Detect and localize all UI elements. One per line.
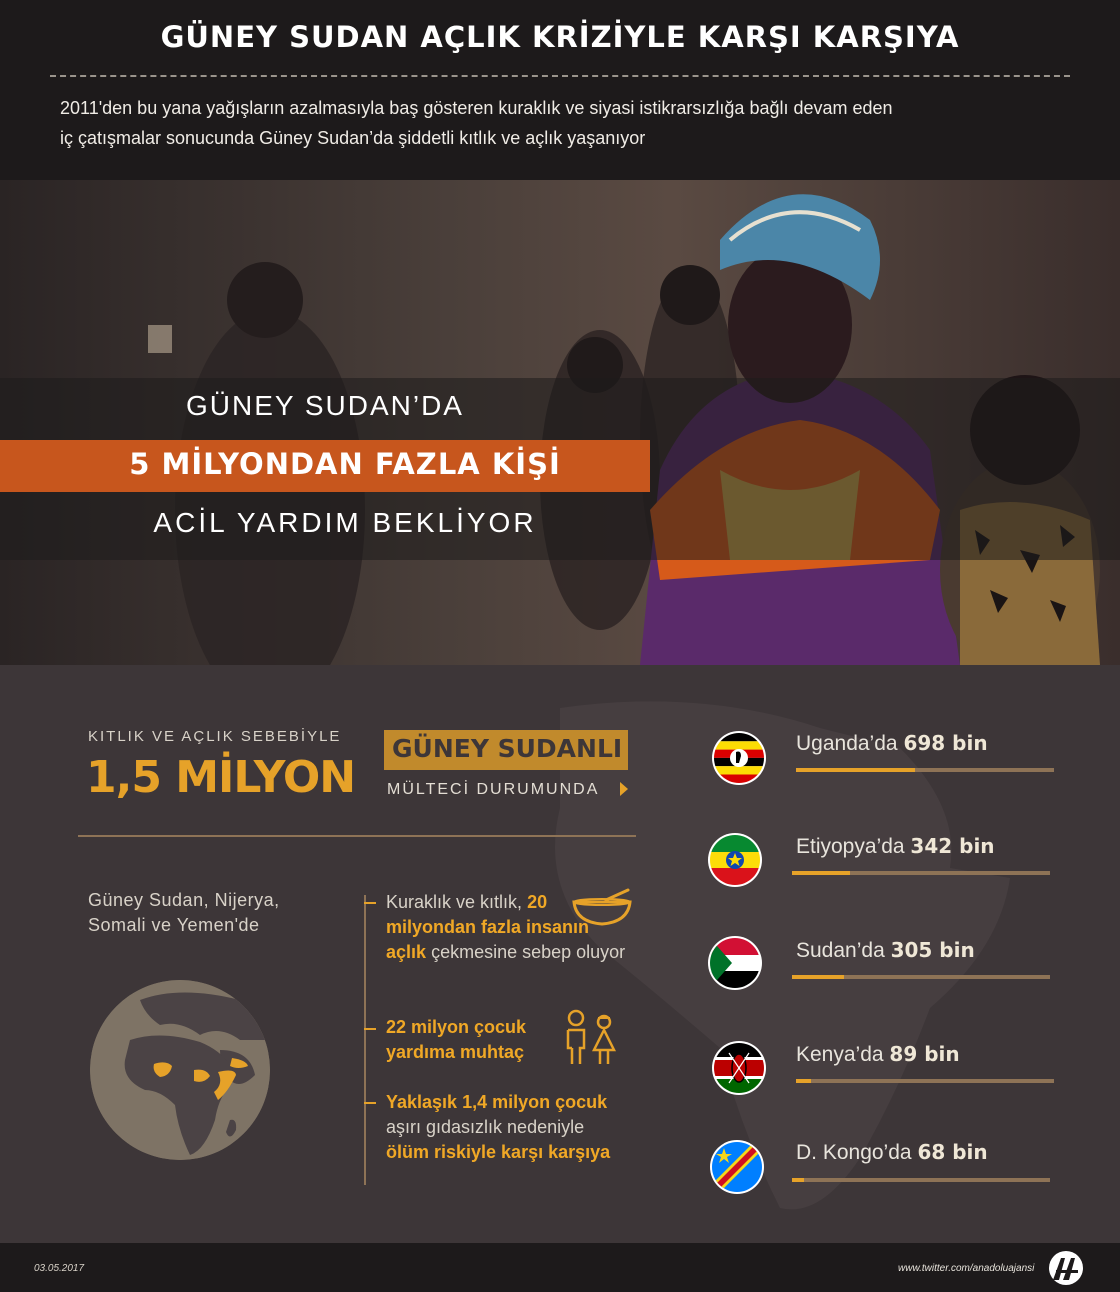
- anadolu-agency-logo: [1048, 1250, 1084, 1286]
- country-uganda: [796, 731, 988, 756]
- country-name: Kenya’da: [796, 1043, 884, 1066]
- country-bar: [792, 1178, 1050, 1182]
- country-bar: [792, 975, 1050, 979]
- dr-congo-flag-icon: [712, 1142, 762, 1192]
- page-title: GÜNEY SUDAN AÇLIK KRİZİYLE KARŞI KARŞIYA: [160, 20, 960, 54]
- country-bar: [796, 768, 1054, 772]
- empty-bowl-icon: [570, 888, 634, 933]
- publish-date: 03.05.2017: [34, 1263, 85, 1274]
- affected-countries-caption: [88, 888, 328, 938]
- country-bar: [792, 871, 1050, 875]
- fact-death-risk-mid: aşırı gıdasızlık nedeniyle: [386, 1117, 585, 1137]
- country-value: 698 bin: [903, 731, 988, 755]
- country-value: 89 bin: [889, 1042, 960, 1066]
- globe-icon: [90, 980, 270, 1160]
- country-name: Sudan’da: [796, 939, 885, 962]
- country-value: 342 bin: [910, 834, 995, 858]
- refugee-total: 1,5 MİLYON: [86, 752, 356, 803]
- fact-tick: [364, 1102, 376, 1104]
- arrow-right-icon: [620, 782, 628, 796]
- refugee-label: GÜNEY SUDANLI: [392, 734, 623, 763]
- country-sudan: [796, 938, 975, 963]
- headline-line-3: ACİL YARDIM BEKLİYOR: [153, 507, 537, 538]
- globe-map: [90, 980, 270, 1160]
- facts-timeline: [364, 895, 366, 1185]
- fact-tick: [364, 1028, 376, 1030]
- ethiopia-flag-icon: [710, 835, 760, 885]
- country-name: Uganda’da: [796, 732, 898, 755]
- country-ethiopia: [796, 834, 995, 859]
- country-bar-fill: [796, 768, 915, 772]
- kenya-flag-icon: [714, 1043, 764, 1093]
- country-bar-fill: [792, 1178, 804, 1182]
- country-bar-fill: [792, 975, 844, 979]
- country-name: D. Kongo’da: [796, 1141, 912, 1164]
- fact-hunger-post: çekmesine sebep oluyor: [431, 942, 626, 962]
- intro-line-1: 2011'den bu yana yağışların azalmasıyla baş gösteren kuraklık ve siyasi istikrarsızlığa bağlı devam eden: [60, 98, 893, 118]
- intro-text: [60, 93, 1060, 153]
- refugee-sub-label: MÜLTECİ DURUMUNDA: [387, 781, 600, 798]
- country-kenya: [796, 1042, 960, 1067]
- country-name: Etiyopya’da: [796, 835, 905, 858]
- country-bar: [796, 1079, 1054, 1083]
- affected-countries-line-1: Güney Sudan, Nijerya,: [88, 890, 280, 910]
- country-bar-fill: [796, 1079, 811, 1083]
- country-bar-fill: [792, 871, 850, 875]
- refugee-caption: KITLIK VE AÇLIK SEBEBİYLE: [88, 728, 342, 745]
- headline-line-1: GÜNEY SUDAN’DA: [186, 390, 464, 421]
- fact-death-risk-highlight-2: ölüm riskiyle karşı karşıya: [386, 1142, 611, 1162]
- country-dr-congo: [796, 1140, 988, 1165]
- uganda-flag-icon: [714, 733, 764, 783]
- fact-death-risk: [386, 1090, 621, 1165]
- fact-hunger-highlight: 20 milyondan fazla insanın açlık: [386, 892, 590, 962]
- affected-countries-line-2: Somali ve Yemen'de: [88, 915, 260, 935]
- fact-children: [386, 1015, 556, 1065]
- twitter-link[interactable]: www.twitter.com/anadoluajansi: [898, 1263, 1035, 1274]
- fact-children-highlight: 22 milyon çocuk yardıma muhtaç: [386, 1017, 527, 1062]
- fact-tick: [364, 902, 376, 904]
- intro-line-2: iç çatışmalar sonucunda Güney Sudan’da şiddetli kıtlık ve açlık yaşanıyor: [60, 128, 646, 148]
- dashed-divider: [50, 75, 1070, 77]
- section-divider: [78, 835, 636, 837]
- fact-hunger-pre: Kuraklık ve kıtlık,: [386, 892, 523, 912]
- hero-photo: [0, 180, 1120, 665]
- sudan-flag-icon: [710, 938, 760, 988]
- children-icon: [560, 1008, 620, 1073]
- country-value: 305 bin: [890, 938, 975, 962]
- headline-line-2: 5 MİLYONDAN FAZLA KİŞİ: [129, 447, 561, 481]
- country-value: 68 bin: [917, 1140, 988, 1164]
- fact-death-risk-highlight-1: Yaklaşık 1,4 milyon çocuk: [386, 1092, 608, 1112]
